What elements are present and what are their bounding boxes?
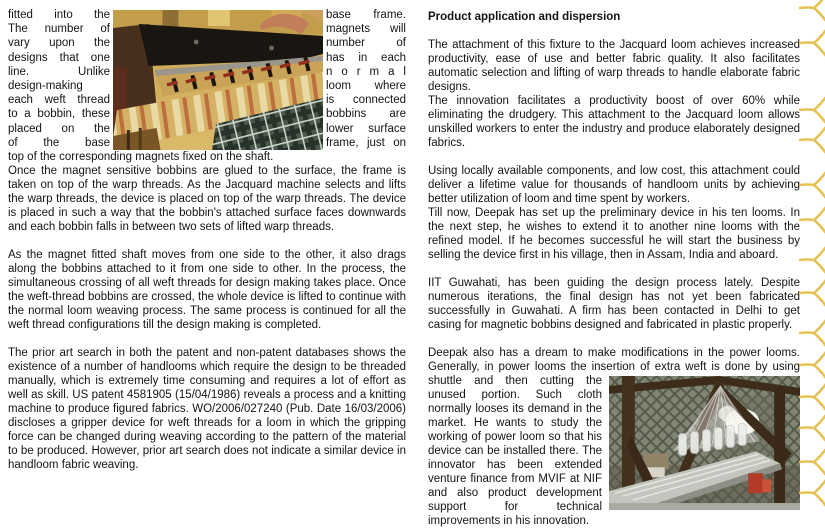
wrapped-text-line: is connected (326, 94, 406, 107)
text-wrapped-photo-block (8, 8, 406, 150)
power-loom-photo (609, 376, 800, 510)
paragraph-local-components: Using locally available components, and low cost, this attachment could deliver a lifetime value for thousands of handloom units by achieving better utilization of loom and time spent by workers. (428, 165, 800, 205)
paragraph-prior-art: The prior art search in both the patent and non-patent databases shows the existence of a number of handlooms which require the design to be threaded manually, which is extremely time consuming and requires a lot of effort as well as skill. US patent 4581905 (15/04/1986) reveals a process and a knitting machine to produce figured fabrics. WO/2006/027240 (Pub. Date 16/03/2006) discloses a gripper device for weft threads for a loom in which the gripping force can be changed during weaving according to the pattern of the material to be produced. However, prior art search does not indicate a similar device in handloom fabric weaving. (8, 347, 406, 471)
paragraph-attachment-benefits: The attachment of this fixture to the Jacquard loom achieves increased productivity, ease of use and better fabric quality. It also facilitates automatic selection and lifting of warp threads to handle elaborate fabric designs. (428, 39, 800, 93)
paragraph-power-looms (428, 346, 800, 528)
paragraph-shaft-caption-line: top of the corresponding magnets fixed on the shaft. (8, 151, 274, 163)
power-loom-text-intro: Deepak also has a dream to make modifications in the power looms. Generally, in power looms the insertion of extra weft is done by using shuttle (428, 347, 800, 387)
wrapped-text-line: vary upon the (8, 37, 110, 50)
branch-mark-icon (799, 246, 825, 274)
branch-mark-icon (799, 96, 825, 124)
wrapped-text-line: n o r m a l (326, 65, 406, 78)
wrap-right-text (326, 8, 406, 150)
branch-mark-icon (799, 414, 825, 442)
branch-mark-icon (799, 206, 825, 234)
wrapped-text-line: placed on the (8, 122, 110, 135)
right-column (428, 8, 800, 528)
wrapped-text-line: lower surface (326, 122, 406, 135)
branch-mark-icon (799, 29, 825, 57)
branch-mark-icon (799, 279, 825, 307)
paragraph-productivity-boost: The innovation facilitates a productivity boost of over 60% while eliminating the drudgery. This attachment to the Jacquard loom allows unskilled workers to enter the industry and produce elaborately designed fabrics. (428, 95, 800, 149)
power-loom-text-rest: and then cutting the unused portion. Such cloth normally looses its demand in the market. He wants to study the working of power loom so that his device can be installed there. The innovator has been extended venture finance from MVIF at NIF and also product development support for technical improvements in his innovation. (428, 375, 602, 527)
branch-mark-icon (799, 479, 825, 507)
wrapped-text-line: base frame. (326, 9, 406, 21)
branch-mark-icon (799, 0, 825, 22)
branch-mark-icon (799, 319, 825, 347)
wrapped-text-line: has in each (326, 51, 406, 64)
wrapped-text-line: magnets will (326, 23, 406, 36)
section-heading: Product application and dispersion (428, 11, 621, 23)
wrapped-text-line: fitted into the (8, 9, 110, 21)
wrapped-text-line: line. Unlike (8, 65, 110, 78)
wrapped-text-line: number of (326, 37, 406, 50)
wrapped-text-line: to a bobbin, these (8, 108, 110, 121)
wrapped-text-line: The number of (8, 23, 110, 36)
paragraph-bobbins-glued: Once the magnet sensitive bobbins are glued to the surface, the frame is taken on top of the warp threads. As the Jacquard machine selects and lifts the warp threads, the device is placed on top of the warp threads. The device is placed in such a way that the bobbin's attached surface faces downwards and each bobbin falls in between two sets of lifted warp threads. (8, 165, 406, 233)
branch-mark-icon (799, 351, 825, 379)
branch-mark-icon (799, 126, 825, 154)
page-edge-ornaments (795, 0, 825, 513)
branch-mark-icon (799, 171, 825, 199)
paragraph-magnet-shaft: As the magnet fitted shaft moves from one side to the other, it also drags along the bobbins attached to it from one side to other. In the process, the simultaneous crossing of all weft threads for design making takes place. Once the weft-thread bobbins are crossed, the whole device is lifted to continue with the normal loom weaving process. The same process is continued for all the weft thread configurations till the design making is completed. (8, 249, 406, 331)
wrapped-text-line: bobbins are (326, 108, 406, 121)
wrapped-text-line: designs that one (8, 51, 110, 64)
left-column (8, 8, 406, 486)
wrapped-text-line: design-making (8, 80, 83, 93)
paragraph-iit-guwahati: IIT Guwahati, has been guiding the design process lately. Despite numerous iterations, the final design has not yet been fabricated successfully in Guwahati. A firm has been contacted in Delhi to get casing for magnetic bobbins designed and fabricated in plastic properly. (428, 277, 800, 331)
wrap-left-text (8, 8, 110, 150)
wrapped-text-line: each weft thread (8, 94, 110, 107)
wrapped-text-line: of the base (8, 136, 110, 149)
branch-mark-icon (799, 448, 825, 476)
branch-mark-icon (799, 383, 825, 411)
wrapped-text-line: frame, just on (326, 136, 406, 149)
jacquard-loom-magnet-shaft-photo (113, 10, 323, 150)
paragraph-deepak-looms: Till now, Deepak has set up the preliminary device in his ten looms. In the next step, he wishes to extend it to another nine looms with the refined model. If he becomes successful he will start the business by selling the device first in his village, then in Assam, India and aboard. (428, 207, 800, 261)
wrapped-text-line: loom where (326, 80, 406, 93)
